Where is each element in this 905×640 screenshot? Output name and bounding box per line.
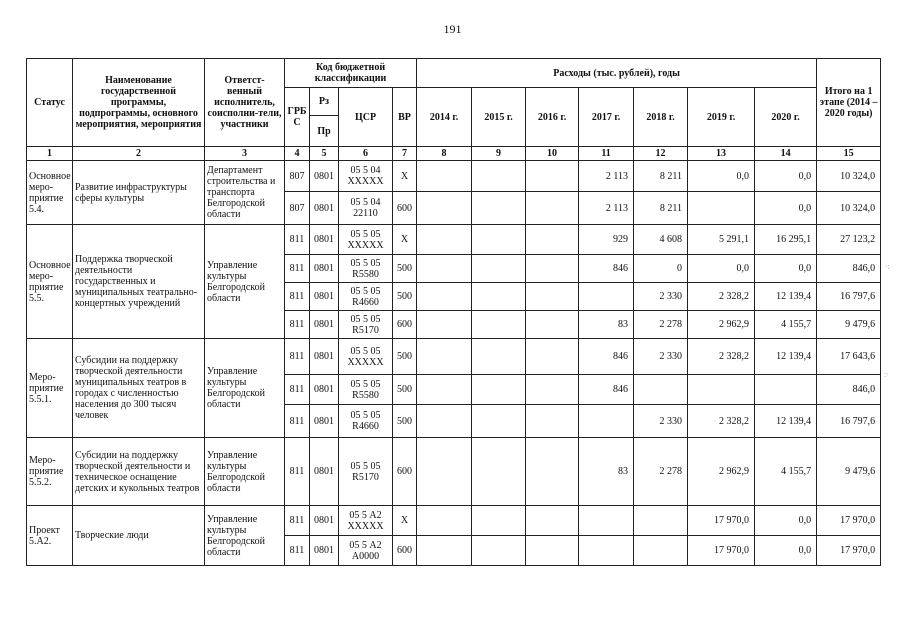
cell-y2020: 12 139,4 — [755, 339, 817, 375]
cell-y2020: 0,0 — [755, 536, 817, 566]
cell-vr: 500 — [393, 375, 417, 405]
table-row — [27, 161, 881, 192]
cell-y2020: 0,0 — [755, 255, 817, 283]
cell-grbs: 811 — [285, 375, 310, 405]
cell-csr: 05 5 А2 ХХХХХ — [339, 506, 393, 536]
column-index: 9 — [472, 147, 526, 161]
cell-total: 17 970,0 — [817, 506, 881, 536]
cell-vr: 500 — [393, 283, 417, 311]
column-index: 13 — [688, 147, 755, 161]
row-responsible: Управление культуры Белгородской области — [205, 506, 285, 566]
row-status: Основное меро-приятие 5.4. — [27, 161, 73, 225]
cell-y2014 — [417, 339, 472, 375]
cell-csr: 05 5 А2 А0000 — [339, 536, 393, 566]
row-responsible: Управление культуры Белгородской области — [205, 438, 285, 506]
cell-total: 9 479,6 — [817, 438, 881, 506]
header-status: Статус — [27, 59, 73, 147]
row-name: Поддержка творческой деятельности государственных и муниципальных театрально-концертных учреждений — [73, 225, 205, 339]
cell-grbs: 811 — [285, 283, 310, 311]
cell-grbs: 811 — [285, 225, 310, 255]
table-body — [27, 147, 881, 566]
cell-y2018 — [634, 506, 688, 536]
header-pr: Пр — [310, 116, 339, 147]
cell-vr: 500 — [393, 339, 417, 375]
cell-total: 846,0 — [817, 255, 881, 283]
cell-y2019: 0,0 — [688, 255, 755, 283]
cell-y2017: 83 — [579, 438, 634, 506]
row-responsible: Департамент строительства и транспорта Белгородской области — [205, 161, 285, 225]
header-responsible: Ответст-венный исполнитель, соисполни-тели, участники — [205, 59, 285, 147]
scan-mark: ·: — [885, 262, 890, 271]
cell-y2020: 0,0 — [755, 192, 817, 225]
cell-y2016 — [526, 161, 579, 192]
cell-y2015 — [472, 375, 526, 405]
cell-y2018: 2 330 — [634, 339, 688, 375]
cell-y2017: 83 — [579, 311, 634, 339]
header-rz: Рз — [310, 88, 339, 116]
cell-total: 17 970,0 — [817, 536, 881, 566]
column-index: 2 — [73, 147, 205, 161]
cell-grbs: 811 — [285, 506, 310, 536]
cell-y2020: 4 155,7 — [755, 311, 817, 339]
table-header — [27, 59, 881, 147]
cell-y2020: 12 139,4 — [755, 283, 817, 311]
header-expenses: Расходы (тыс. рублей), годы — [417, 59, 817, 88]
cell-y2018 — [634, 375, 688, 405]
cell-rzpr: 0801 — [310, 375, 339, 405]
column-index: 1 — [27, 147, 73, 161]
column-index: 12 — [634, 147, 688, 161]
cell-y2015 — [472, 255, 526, 283]
row-responsible: Управление культуры Белгородской области — [205, 225, 285, 339]
row-status: Меро-приятие 5.5.2. — [27, 438, 73, 506]
cell-y2019: 2 962,9 — [688, 311, 755, 339]
cell-rzpr: 0801 — [310, 339, 339, 375]
cell-rzpr: 0801 — [310, 438, 339, 506]
cell-y2016 — [526, 506, 579, 536]
header-year-2019: 2019 г. — [688, 88, 755, 147]
cell-vr: 600 — [393, 536, 417, 566]
column-index: 4 — [285, 147, 310, 161]
cell-y2020: 0,0 — [755, 161, 817, 192]
cell-y2020 — [755, 375, 817, 405]
column-index: 14 — [755, 147, 817, 161]
cell-y2018: 4 608 — [634, 225, 688, 255]
cell-y2018: 8 211 — [634, 161, 688, 192]
cell-grbs: 807 — [285, 192, 310, 225]
table-row — [27, 339, 881, 375]
cell-csr: 05 5 05 R5580 — [339, 375, 393, 405]
scan-mark: :· — [884, 370, 889, 379]
column-index: 10 — [526, 147, 579, 161]
cell-vr: 600 — [393, 192, 417, 225]
cell-y2016 — [526, 438, 579, 506]
cell-total: 10 324,0 — [817, 192, 881, 225]
cell-rzpr: 0801 — [310, 311, 339, 339]
cell-y2014 — [417, 438, 472, 506]
cell-y2017 — [579, 506, 634, 536]
cell-total: 10 324,0 — [817, 161, 881, 192]
cell-y2017: 929 — [579, 225, 634, 255]
cell-y2020: 16 295,1 — [755, 225, 817, 255]
cell-y2019: 5 291,1 — [688, 225, 755, 255]
cell-y2017 — [579, 283, 634, 311]
row-name: Субсидии на поддержку творческой деятельности и техническое оснащение детских и кукольных театров — [73, 438, 205, 506]
cell-y2018: 2 330 — [634, 405, 688, 438]
cell-total: 16 797,6 — [817, 283, 881, 311]
cell-total: 9 479,6 — [817, 311, 881, 339]
cell-y2016 — [526, 283, 579, 311]
cell-y2015 — [472, 283, 526, 311]
cell-csr: 05 5 05 ХХХХХ — [339, 339, 393, 375]
table-row — [27, 225, 881, 255]
cell-y2017: 2 113 — [579, 161, 634, 192]
cell-y2014 — [417, 255, 472, 283]
cell-y2017: 846 — [579, 375, 634, 405]
cell-rzpr: 0801 — [310, 255, 339, 283]
cell-vr: 600 — [393, 311, 417, 339]
cell-y2014 — [417, 283, 472, 311]
cell-y2015 — [472, 506, 526, 536]
cell-y2015 — [472, 438, 526, 506]
header-year-2014: 2014 г. — [417, 88, 472, 147]
column-index: 7 — [393, 147, 417, 161]
header-budget-code: Код бюджетной классификации — [285, 59, 417, 88]
header-csr: ЦСР — [339, 88, 393, 147]
header-grbs: ГРБ С — [285, 88, 310, 147]
cell-csr: 05 5 05 R5580 — [339, 255, 393, 283]
header-year-2020: 2020 г. — [755, 88, 817, 147]
cell-y2018: 2 278 — [634, 438, 688, 506]
cell-y2019: 2 328,2 — [688, 405, 755, 438]
column-index: 11 — [579, 147, 634, 161]
cell-y2019: 2 962,9 — [688, 438, 755, 506]
row-responsible: Управление культуры Белгородской области — [205, 339, 285, 438]
cell-y2020: 0,0 — [755, 506, 817, 536]
column-index: 8 — [417, 147, 472, 161]
cell-y2018: 2 330 — [634, 283, 688, 311]
cell-total: 16 797,6 — [817, 405, 881, 438]
cell-y2016 — [526, 311, 579, 339]
cell-y2014 — [417, 536, 472, 566]
cell-y2015 — [472, 536, 526, 566]
cell-y2014 — [417, 405, 472, 438]
cell-y2018: 8 211 — [634, 192, 688, 225]
header-year-2015: 2015 г. — [472, 88, 526, 147]
cell-y2018 — [634, 536, 688, 566]
row-name: Развитие инфраструктуры сферы культуры — [73, 161, 205, 225]
cell-y2014 — [417, 161, 472, 192]
cell-y2020: 12 139,4 — [755, 405, 817, 438]
cell-y2018: 0 — [634, 255, 688, 283]
cell-grbs: 811 — [285, 339, 310, 375]
cell-vr: 500 — [393, 255, 417, 283]
header-year-2016: 2016 г. — [526, 88, 579, 147]
cell-csr: 05 5 05 R5170 — [339, 438, 393, 506]
column-index: 15 — [817, 147, 881, 161]
cell-total: 17 643,6 — [817, 339, 881, 375]
row-name: Творческие люди — [73, 506, 205, 566]
cell-rzpr: 0801 — [310, 405, 339, 438]
cell-y2014 — [417, 375, 472, 405]
row-status: Основное меро-приятие 5.5. — [27, 225, 73, 339]
cell-y2015 — [472, 311, 526, 339]
cell-y2016 — [526, 225, 579, 255]
cell-y2019: 0,0 — [688, 161, 755, 192]
cell-rzpr: 0801 — [310, 225, 339, 255]
cell-vr: X — [393, 225, 417, 255]
table-row — [27, 438, 881, 506]
budget-table — [26, 58, 881, 566]
cell-y2020: 4 155,7 — [755, 438, 817, 506]
cell-y2019 — [688, 192, 755, 225]
cell-y2017: 846 — [579, 255, 634, 283]
cell-y2016 — [526, 339, 579, 375]
cell-grbs: 811 — [285, 405, 310, 438]
cell-vr: 500 — [393, 405, 417, 438]
cell-rzpr: 0801 — [310, 192, 339, 225]
cell-y2019 — [688, 375, 755, 405]
cell-y2015 — [472, 339, 526, 375]
header-name: Наименование государственной программы, подпрограммы, основного мероприятия, мероприятия — [73, 59, 205, 147]
row-status: Проект 5.А2. — [27, 506, 73, 566]
cell-y2019: 17 970,0 — [688, 536, 755, 566]
cell-rzpr: 0801 — [310, 506, 339, 536]
header-year-2017: 2017 г. — [579, 88, 634, 147]
cell-csr: 05 5 05 R4660 — [339, 283, 393, 311]
cell-y2017 — [579, 536, 634, 566]
cell-y2016 — [526, 255, 579, 283]
cell-csr: 05 5 05 R5170 — [339, 311, 393, 339]
column-index-row — [27, 147, 881, 161]
cell-csr: 05 5 04 22110 — [339, 192, 393, 225]
cell-y2016 — [526, 405, 579, 438]
cell-y2015 — [472, 192, 526, 225]
cell-grbs: 811 — [285, 311, 310, 339]
cell-csr: 05 5 05 R4660 — [339, 405, 393, 438]
cell-y2014 — [417, 225, 472, 255]
header-vr: ВР — [393, 88, 417, 147]
cell-y2018: 2 278 — [634, 311, 688, 339]
cell-y2016 — [526, 375, 579, 405]
cell-grbs: 811 — [285, 536, 310, 566]
row-status: Меро-приятие 5.5.1. — [27, 339, 73, 438]
cell-vr: X — [393, 161, 417, 192]
cell-y2019: 2 328,2 — [688, 283, 755, 311]
column-index: 6 — [339, 147, 393, 161]
cell-y2019: 17 970,0 — [688, 506, 755, 536]
cell-rzpr: 0801 — [310, 161, 339, 192]
cell-y2017: 2 113 — [579, 192, 634, 225]
cell-y2017 — [579, 405, 634, 438]
cell-y2014 — [417, 506, 472, 536]
cell-grbs: 811 — [285, 438, 310, 506]
cell-grbs: 811 — [285, 255, 310, 283]
cell-csr: 05 5 05 ХХХХХ — [339, 225, 393, 255]
header-year-2018: 2018 г. — [634, 88, 688, 147]
cell-y2017: 846 — [579, 339, 634, 375]
cell-y2014 — [417, 311, 472, 339]
header-total: Итого на 1 этапе (2014 – 2020 годы) — [817, 59, 881, 147]
cell-total: 846,0 — [817, 375, 881, 405]
cell-total: 27 123,2 — [817, 225, 881, 255]
cell-rzpr: 0801 — [310, 283, 339, 311]
cell-y2016 — [526, 536, 579, 566]
column-index: 3 — [205, 147, 285, 161]
cell-csr: 05 5 04 ХХХХХ — [339, 161, 393, 192]
cell-grbs: 807 — [285, 161, 310, 192]
cell-y2015 — [472, 161, 526, 192]
page-number: 191 — [443, 22, 462, 36]
cell-y2015 — [472, 405, 526, 438]
row-name: Субсидии на поддержку творческой деятельности муниципальных театров в городах с численностью населения до 300 тысяч человек — [73, 339, 205, 438]
cell-vr: 600 — [393, 438, 417, 506]
cell-y2015 — [472, 225, 526, 255]
cell-y2016 — [526, 192, 579, 225]
table-row — [27, 506, 881, 536]
cell-y2019: 2 328,2 — [688, 339, 755, 375]
cell-vr: X — [393, 506, 417, 536]
column-index: 5 — [310, 147, 339, 161]
cell-rzpr: 0801 — [310, 536, 339, 566]
cell-y2014 — [417, 192, 472, 225]
